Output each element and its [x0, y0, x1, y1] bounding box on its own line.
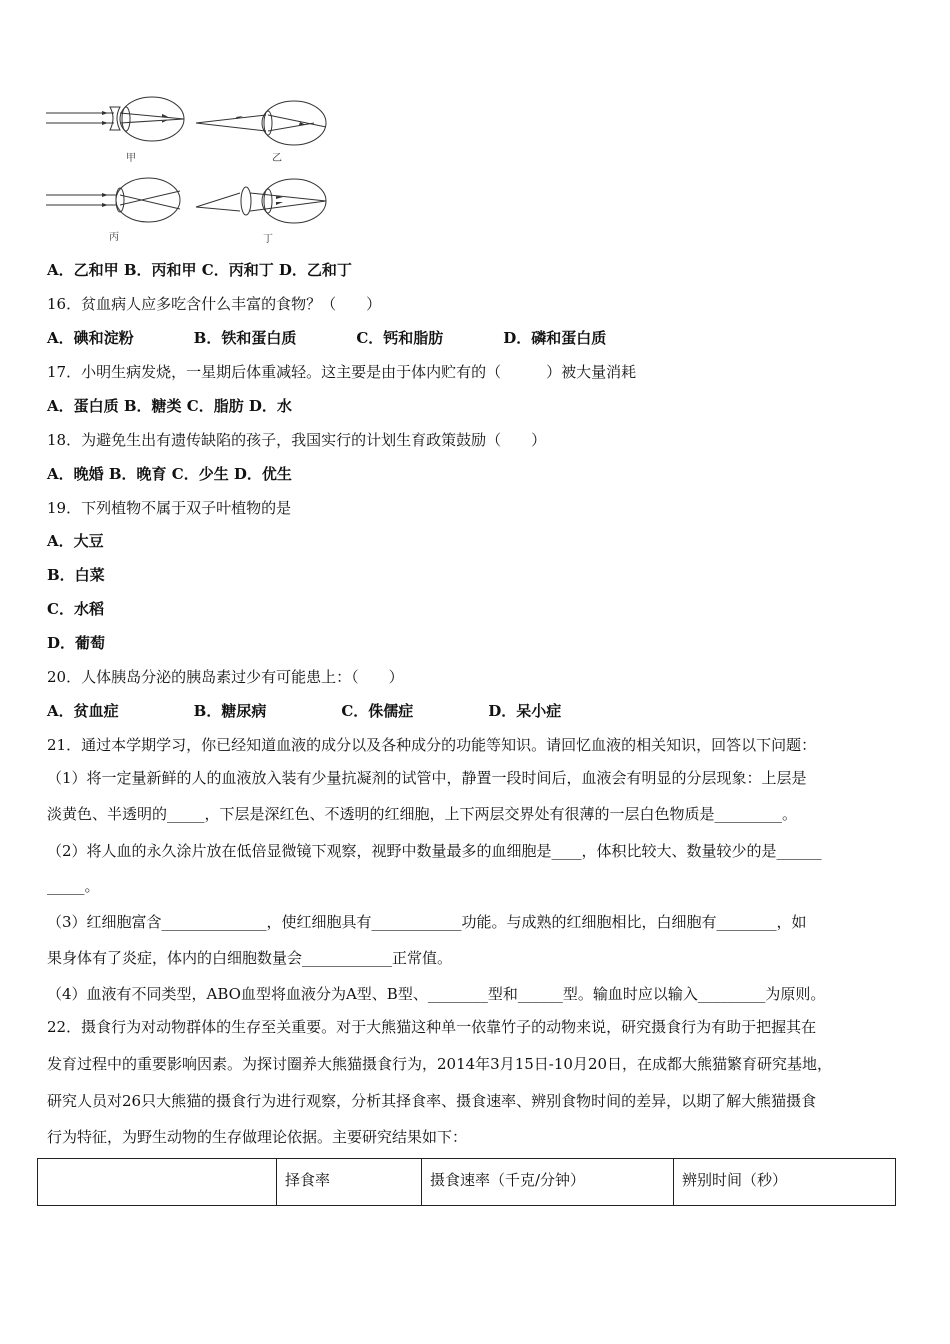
figure-label-ding: 丁	[263, 234, 273, 245]
q21-part1-line2: 淡黄色、半透明的_____，下层是深红色、不透明的红细胞，上下两层交界处有很薄的一层白色物质是_________。	[47, 805, 798, 823]
table-header-feeding-rate: 摄食速率（千克/分钟）	[422, 1159, 674, 1206]
eye-diagram-figure	[44, 95, 334, 250]
q21-part3-line1: （3）红细胞富含______________，使红细胞具有____________功能。与成熟的红细胞相比，白细胞有________，如	[47, 913, 807, 931]
q17-stem: 17．小明生病发烧，一星期后体重减轻。这主要是由于体内贮有的（ ）被大量消耗	[47, 363, 637, 381]
q21-part3-line2: 果身体有了炎症，体内的白细胞数量会____________正常值。	[47, 949, 453, 967]
q17-options: A．蛋白质 B．糖类 C．脂肪 D．水	[47, 397, 292, 415]
results-table	[37, 1158, 896, 1206]
table-header-selection-rate: 择食率	[277, 1159, 422, 1206]
q19-option-b: B．白菜	[47, 566, 105, 584]
q19-option-a: A．大豆	[47, 532, 104, 550]
q22-line1: 22．摄食行为对动物群体的生存至关重要。对于大熊猫这种单一依靠竹子的动物来说，研究摄食行为有助于把握其在	[47, 1018, 817, 1036]
q20-options: A．贫血症 B．糖尿病 C．侏儒症 D．呆小症	[47, 702, 562, 720]
q21-part2-line1: （2）将人血的永久涂片放在低倍显微镜下观察，视野中数量最多的血细胞是____，体积比较大、数量较少的是______	[47, 842, 822, 860]
table-header-empty	[38, 1159, 277, 1206]
q19-option-c: C．水稻	[47, 600, 104, 618]
table-header-row	[38, 1159, 896, 1206]
q22-line4: 行为特征，为野生动物的生存做理论依据。主要研究结果如下：	[47, 1128, 468, 1146]
q19-stem: 19．下列植物不属于双子叶植物的是	[47, 499, 292, 517]
q20-stem: 20．人体胰岛分泌的胰岛素过少有可能患上：（ ）	[47, 668, 404, 686]
q22-line3: 研究人员对26只大熊猫的摄食行为进行观察，分析其择食率、摄食速率、辨别食物时间的差异，以期了解大熊猫摄食	[47, 1092, 817, 1110]
figure-label-bing: 丙	[109, 232, 119, 243]
q16-stem: 16．贫血病人应多吃含什么丰富的食物？（ ）	[47, 295, 382, 313]
q18-options: A．晚婚 B．晚育 C．少生 D．优生	[47, 465, 292, 483]
q21-part1-line1: （1）将一定量新鲜的人的血液放入装有少量抗凝剂的试管中，静置一段时间后，血液会有明显的分层现象：上层是	[47, 769, 807, 787]
q22-line2: 发育过程中的重要影响因素。为探讨圈养大熊猫摄食行为，2014年3月15日-10月20日，在成都大熊猫繁育研究基地，	[47, 1055, 833, 1073]
q16-options: A．碘和淀粉 B．铁和蛋白质 C．钙和脂肪 D．磷和蛋白质	[47, 329, 607, 347]
q18-stem: 18．为避免生出有遗传缺陷的孩子，我国实行的计划生育政策鼓励（ ）	[47, 431, 547, 449]
figure-label-yi: 乙	[272, 153, 282, 164]
q19-option-d: D．葡萄	[47, 634, 106, 652]
eye-lens-diagram	[44, 95, 334, 250]
figure-label-jia: 甲	[126, 153, 136, 164]
table-header-discrimination-time: 辨别时间（秒）	[674, 1159, 896, 1206]
q15-options: A．乙和甲 B．丙和甲 C．丙和丁 D．乙和丁	[47, 261, 352, 279]
q21-part2-line2: _____。	[47, 877, 100, 895]
q21-part4: （4）血液有不同类型，ABO血型将血液分为A型、B型、________型和______型。输血时应以输入_________为原则。	[47, 985, 826, 1003]
q21-stem: 21．通过本学期学习，你已经知道血液的成分以及各种成分的功能等知识。请回忆血液的相关知识，回答以下问题：	[47, 736, 817, 754]
